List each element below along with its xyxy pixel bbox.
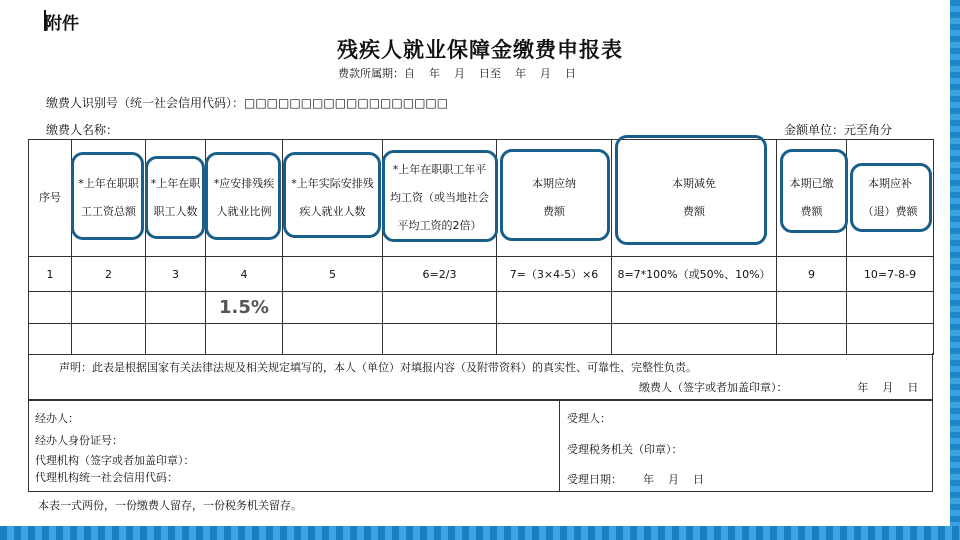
table-cell[interactable] xyxy=(29,292,72,324)
header-row xyxy=(29,140,934,257)
table-cell: 10=7-8-9 xyxy=(847,257,934,292)
col-header xyxy=(146,140,206,257)
header-text: 职工人数 xyxy=(153,205,198,218)
table-cell[interactable] xyxy=(283,324,383,355)
header-text: *上年在职 xyxy=(150,177,201,190)
decorative-right-border xyxy=(950,0,960,540)
table-cell[interactable] xyxy=(847,292,934,324)
table-cell[interactable] xyxy=(283,292,383,324)
table-cell: 7=（3×4-5）×6 xyxy=(497,257,612,292)
period-line: 费款所属期：自 年 月 日至 年 月 日 xyxy=(338,67,576,80)
table-cell[interactable] xyxy=(146,292,206,324)
table-cell: 6=2/3 xyxy=(383,257,497,292)
header-text: *应安排残疾 xyxy=(213,177,275,190)
table-cell[interactable] xyxy=(612,292,777,324)
acceptance-date-label: 受理日期： 年 月 日 xyxy=(567,473,704,486)
table-cell[interactable] xyxy=(777,324,847,355)
header-text: 费额 xyxy=(543,205,565,218)
table-cell[interactable] xyxy=(612,324,777,355)
handling-box xyxy=(28,400,933,492)
col-header xyxy=(283,140,383,257)
header-text: 费额 xyxy=(800,205,823,218)
table-cell: 1 xyxy=(29,257,72,292)
header-text: *上年在职职 xyxy=(78,177,139,190)
attachment-label: 附件 xyxy=(45,14,79,34)
header-text: 人就业比例 xyxy=(216,205,272,218)
col-header xyxy=(29,140,72,257)
table-cell[interactable] xyxy=(847,324,934,355)
col-header xyxy=(72,140,146,257)
table-cell[interactable] xyxy=(383,324,497,355)
receiver-label: 受理人： xyxy=(567,412,611,425)
number-row xyxy=(29,257,934,292)
table-cell[interactable] xyxy=(777,292,847,324)
col-header xyxy=(847,140,934,257)
header-text: *上年在职职工年平 xyxy=(392,163,487,176)
data-row xyxy=(29,324,934,355)
table-cell[interactable] xyxy=(497,292,612,324)
table-cell: 2 xyxy=(72,257,146,292)
header-text: *上年实际安排残 xyxy=(291,177,374,190)
table-cell[interactable] xyxy=(383,292,497,324)
header-text: 费额 xyxy=(683,205,705,218)
header-text: 序号 xyxy=(39,191,61,204)
table-cell: 5 xyxy=(283,257,383,292)
ratio-value: 1.5% xyxy=(219,297,269,318)
table-cell: 3 xyxy=(146,257,206,292)
table-cell[interactable] xyxy=(146,324,206,355)
header-text: 工工资总额 xyxy=(81,205,136,218)
agency-code-label: 代理机构统一社会信用代码： xyxy=(35,471,178,484)
data-row xyxy=(29,292,934,324)
col-header xyxy=(383,140,497,257)
header-text: （退）费额 xyxy=(862,205,918,218)
header-text: 本期应补 xyxy=(868,177,912,190)
declaration-table xyxy=(28,139,934,355)
handler-label: 经办人： xyxy=(35,412,79,425)
tax-office-label: 受理税务机关（印章）： xyxy=(567,443,683,456)
table-cell: 4 xyxy=(206,257,283,292)
header-text: 本期应纳 xyxy=(532,177,576,190)
table-cell[interactable] xyxy=(72,292,146,324)
table-cell: 9 xyxy=(777,257,847,292)
table-cell[interactable] xyxy=(206,324,283,355)
header-text: 平均工资的2倍） xyxy=(397,219,482,232)
agency-label: 代理机构（签字或者加盖印章）： xyxy=(35,454,195,467)
payer-name-label: 缴费人名称： xyxy=(46,123,119,137)
declaration-box xyxy=(28,353,933,400)
col-header xyxy=(206,140,283,257)
table-cell[interactable] xyxy=(497,324,612,355)
header-text: 均工资（或当地社会 xyxy=(390,191,489,204)
header-text: 本期减免 xyxy=(672,177,716,190)
table-cell[interactable] xyxy=(29,324,72,355)
form-title: 残疾人就业保障金缴费申报表 xyxy=(337,38,623,62)
col-header xyxy=(497,140,612,257)
table-cell[interactable] xyxy=(72,324,146,355)
divider xyxy=(559,401,560,491)
decorative-bottom-border xyxy=(0,526,960,540)
table-cell[interactable] xyxy=(206,292,283,324)
table-cell: 8=7*100%（或50%、10%） xyxy=(612,257,777,292)
payer-id-line: 缴费人识别号（统一社会信用代码）：□□□□□□□□□□□□□□□□□□ xyxy=(46,96,449,110)
header-text: 疾人就业人数 xyxy=(299,205,366,218)
amount-unit: 金额单位：元至角分 xyxy=(784,123,893,137)
payer-signature-line: 缴费人（签字或者加盖印章）： 年 月 日 xyxy=(639,381,919,394)
header-text: 本期已缴 xyxy=(789,177,834,190)
footnote: 本表一式两份，一份缴费人留存，一份税务机关留存。 xyxy=(38,499,302,512)
handler-id-label: 经办人身份证号： xyxy=(35,434,123,447)
col-header xyxy=(777,140,847,257)
declaration-text: 声明：此表是根据国家有关法律法规及相关规定填写的，本人（单位）对填报内容（及附带资料）的真实性、可靠性、完整性负责。 xyxy=(59,361,697,374)
col-header xyxy=(612,140,777,257)
